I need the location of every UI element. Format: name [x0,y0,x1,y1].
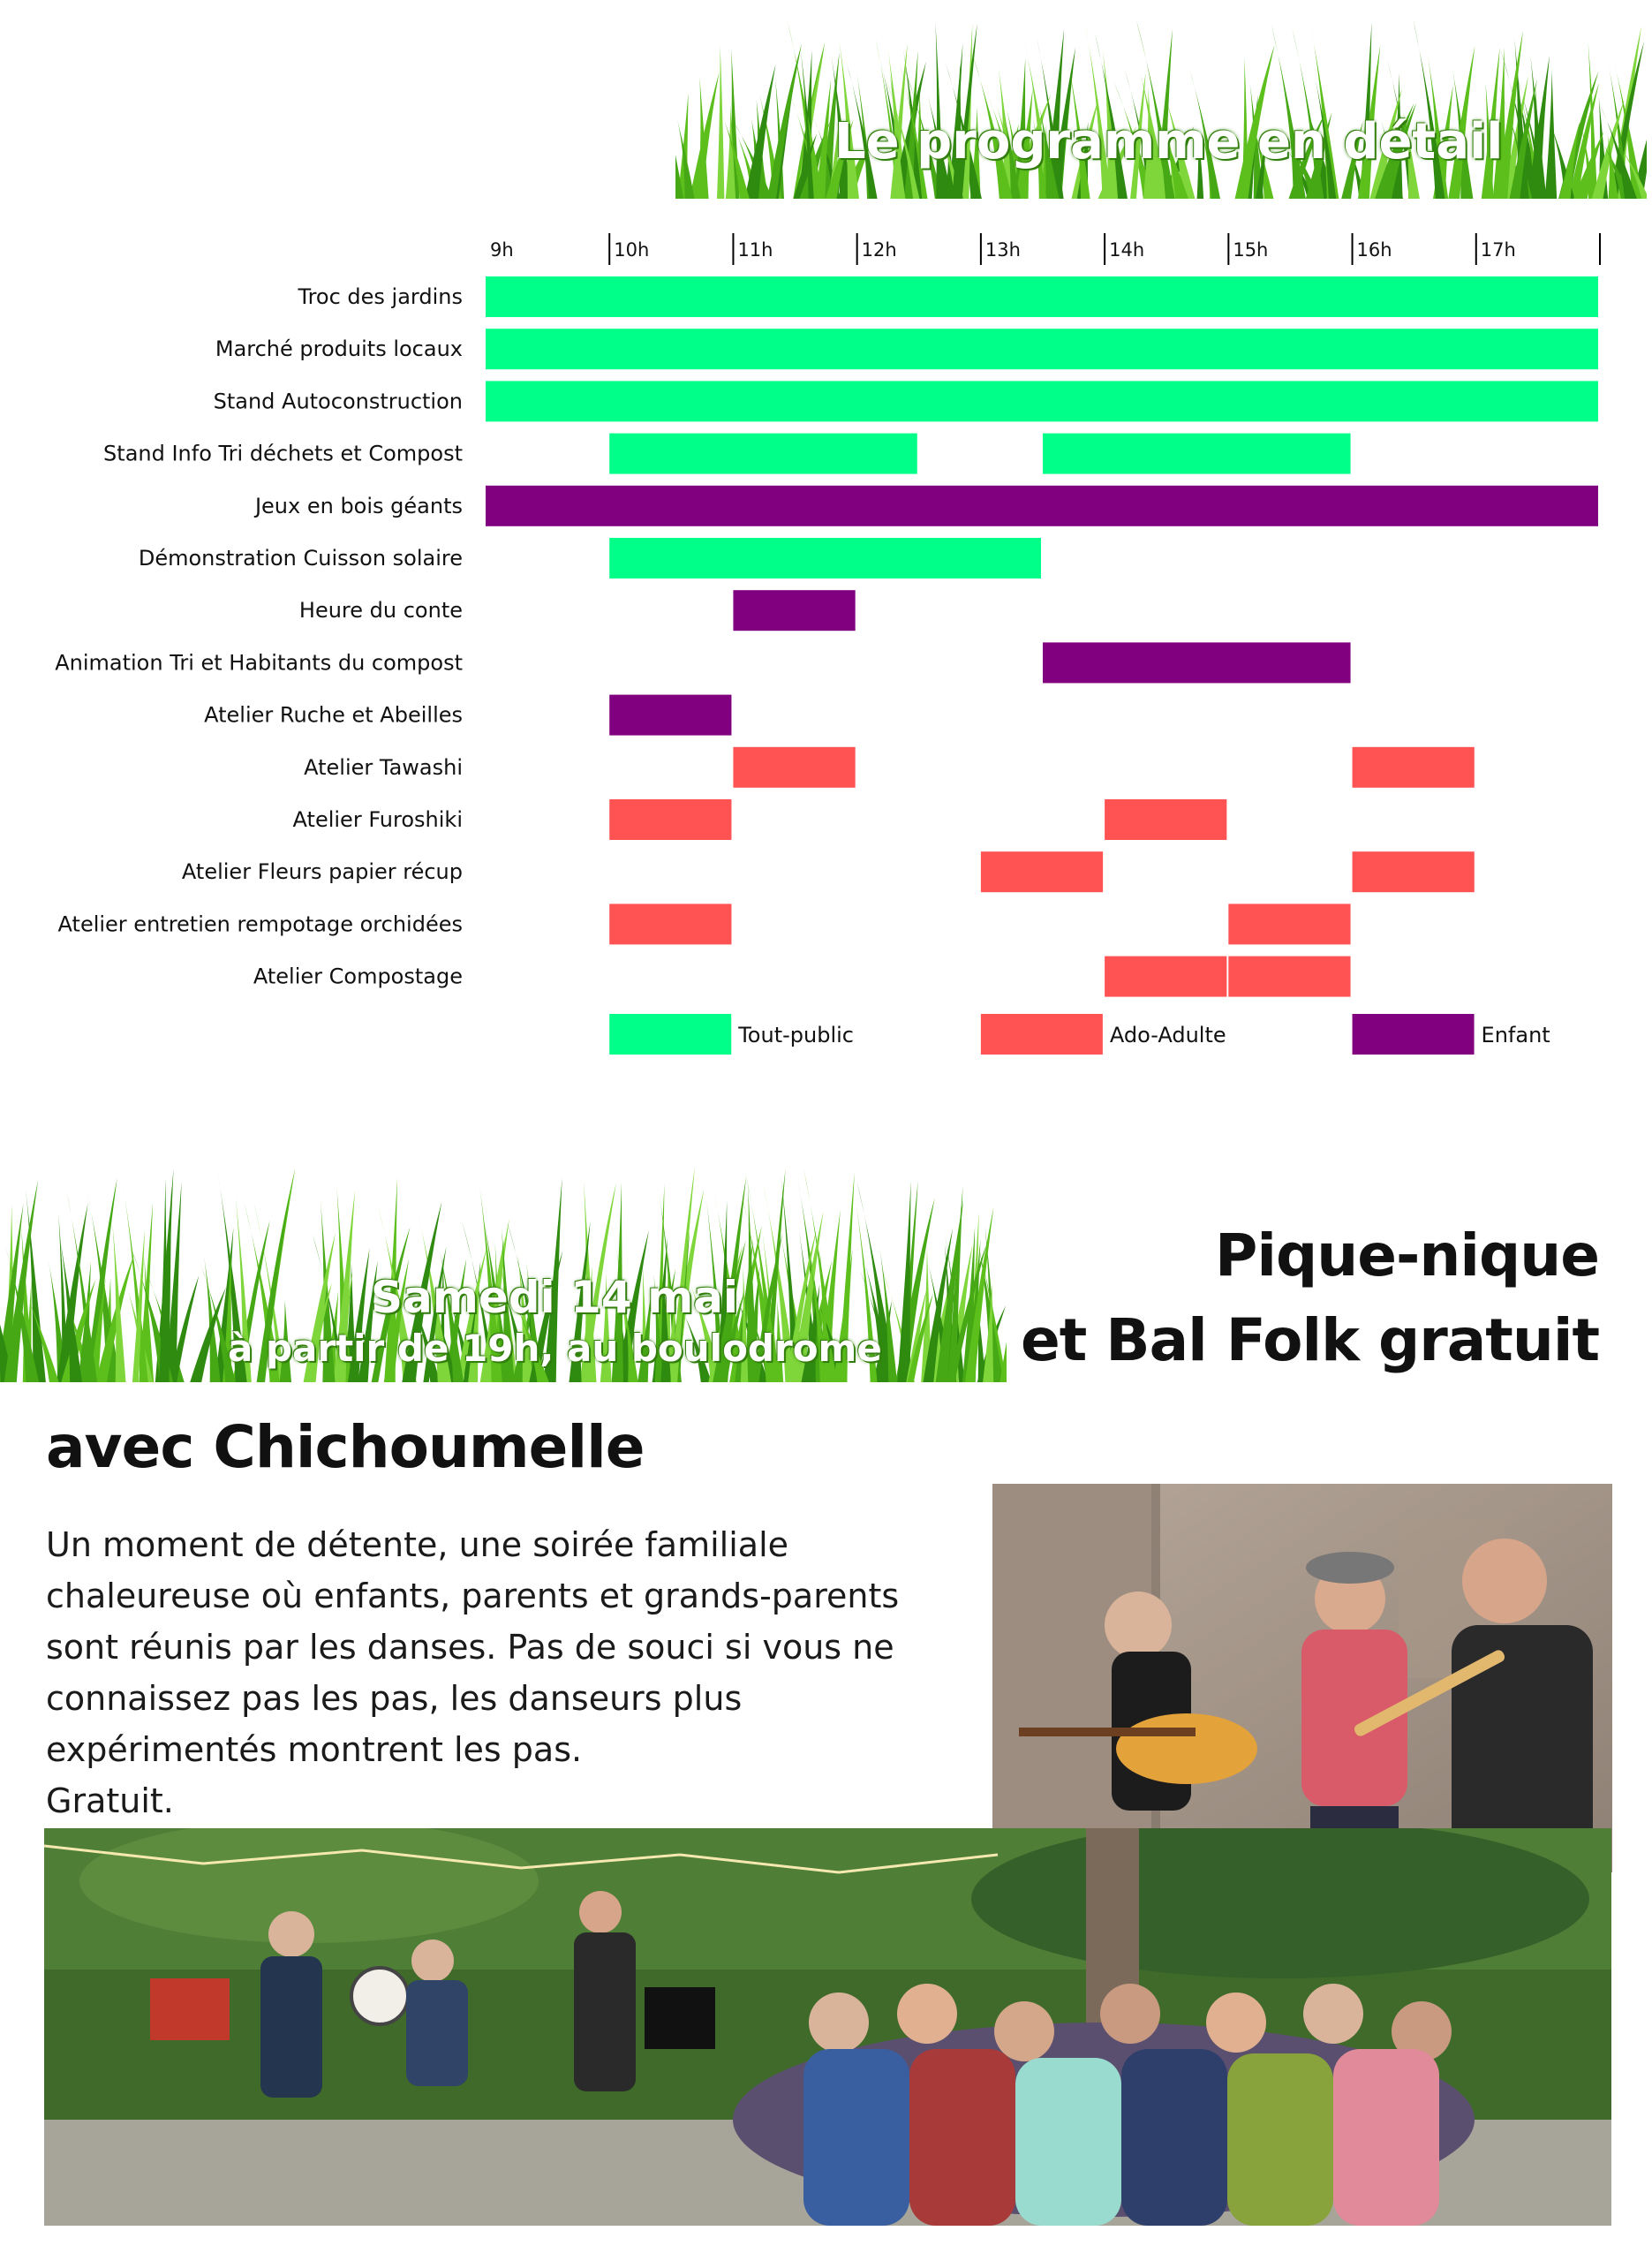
activity-label: Démonstration Cuisson solaire [138,546,463,571]
musicians-photo [992,1484,1612,1872]
activity-label: Jeux en bois géants [254,493,463,518]
legend-swatch [609,1014,731,1055]
activity-bar [1105,799,1226,840]
activity-label: Stand Info Tri déchets et Compost [103,441,463,466]
schedule-svg [0,212,1652,1130]
activity-bar [981,851,1103,892]
hour-label: 15h [1233,239,1269,261]
grass-blade [1413,19,1445,199]
hour-label: 12h [861,239,897,261]
hour-label: 17h [1480,239,1516,261]
activity-bar [733,747,855,788]
hour-label: 11h [737,239,773,261]
legend-label: Ado-Adulte [1109,1023,1226,1047]
hour-label: 10h [614,239,650,261]
schedule-chart [0,212,1652,1130]
legend-swatch [1353,1014,1475,1055]
event-time-place: à partir de 19h, au boulodrome [228,1327,882,1370]
activity-bar [1228,957,1350,997]
page-title: Le programme en détail [834,113,1504,170]
activity-bar [486,329,1598,369]
event-heading-line2: et Bal Folk gratuit [1020,1306,1599,1374]
activity-label: Atelier entretien rempotage orchidées [57,911,463,937]
event-heading-line1: Pique-nique [1215,1221,1599,1289]
activity-label: Heure du conte [298,598,463,624]
activity-label: Stand Autoconstruction [213,389,463,414]
activity-bar [609,538,1041,578]
activity-bar [1353,851,1475,892]
activity-label: Atelier Ruche et Abeilles [204,702,463,728]
activity-label: Atelier Fleurs papier récup [181,859,463,885]
activity-label: Atelier Compostage [253,964,463,989]
activity-bar [609,799,731,840]
activity-bar [733,590,855,631]
activity-bar [609,695,731,736]
hour-label: 13h [984,239,1021,261]
legend-label: Enfant [1481,1023,1550,1047]
activity-bar [1105,957,1226,997]
activity-bar [609,434,917,474]
activity-bar [609,904,731,944]
band-name: avec Chichoumelle [46,1413,645,1481]
grass-blade [767,43,802,199]
activity-label: Atelier Tawashi [304,754,463,780]
price-text: Gratuit. [46,1781,174,1820]
grass-blade [717,45,724,199]
activity-bar [486,486,1598,526]
legend-swatch [981,1014,1103,1055]
activity-label: Animation Tri et Habitants du compost [55,650,463,676]
description-text: Un moment de détente, une soirée familiale chaleureuse où enfants, parents et grands-parents sont réunis par les danses. Pas de souci si vous ne connaissez pas les pas, les danseurs plus expérimentés montrent les pas. [46,1525,900,1769]
activity-bar [1043,642,1351,683]
activity-label: Atelier Furoshiki [292,807,463,832]
activity-label: Troc des jardins [298,284,463,309]
hour-label: 9h [490,239,514,261]
event-date: Samedi 14 mai [371,1272,739,1323]
activity-bar [1353,747,1475,788]
grass-banner-top [675,18,1647,199]
grass-graphic [675,18,1647,199]
activity-bar [486,276,1598,317]
hour-label: 14h [1109,239,1145,261]
activity-bar [486,381,1598,421]
activity-bar [1043,434,1351,474]
grass-blade [897,1181,910,1382]
dance-photo [44,1828,1611,2226]
legend-label: Tout-public [738,1023,854,1047]
hour-label: 16h [1356,239,1392,261]
grass-blade [935,22,943,199]
activity-label: Marché produits locaux [215,337,463,362]
event-description [46,1519,964,1826]
activity-bar [1228,904,1350,944]
